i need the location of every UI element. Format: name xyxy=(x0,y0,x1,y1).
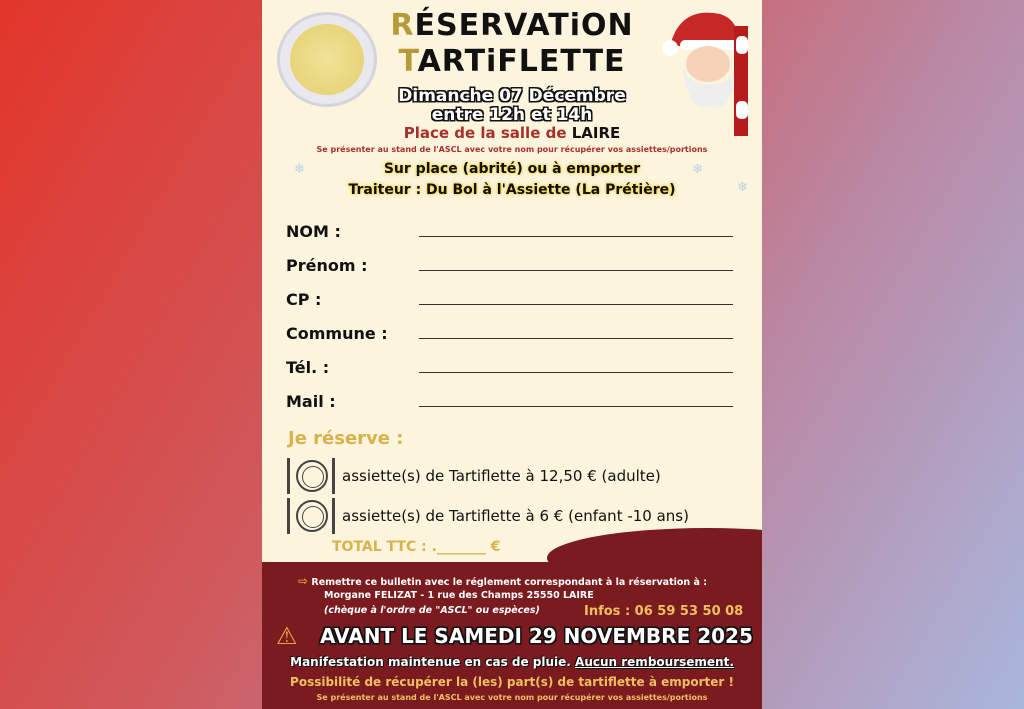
warning-icon: ⚠ xyxy=(276,622,298,650)
field-line[interactable] xyxy=(419,270,733,271)
instruction: ⇨ Remettre ce bulletin avec le réglement correspondant à la réservation à : xyxy=(298,574,707,588)
reservation-flyer xyxy=(262,0,762,709)
field-label: CP : xyxy=(286,290,322,309)
address: Morgane FELIZAT - 1 rue des Champs 25550 LAIRE xyxy=(324,590,594,601)
event-time: entre 12h et 14h xyxy=(431,105,593,125)
field-line[interactable] xyxy=(419,236,733,237)
field-line[interactable] xyxy=(419,338,733,339)
pickup-note-footer: Se présenter au stand de l'ASCL avec votre nom pour récupérer vos assiettes/portions xyxy=(316,693,708,702)
field-label: Prénom : xyxy=(286,256,368,275)
deadline: AVANT LE SAMEDI 29 NOVEMBRE 2025 xyxy=(320,624,753,648)
arrow-right-icon: ⇨ xyxy=(298,574,309,588)
field-label: Tél. : xyxy=(286,358,330,377)
field-commune[interactable] xyxy=(286,324,736,346)
field-tel[interactable] xyxy=(286,358,736,380)
event-date: Dimanche 07 Décembre xyxy=(398,86,626,106)
total-ttc[interactable]: TOTAL TTC : ._______ € xyxy=(332,539,501,555)
option-child[interactable] xyxy=(282,496,689,536)
service-mode: Sur place (abrité) ou à emporter xyxy=(383,161,641,177)
field-label: Mail : xyxy=(286,392,336,411)
field-label: Commune : xyxy=(286,324,388,343)
payment-note: (chèque à l'ordre de "ASCL" ou espèces) xyxy=(324,605,540,616)
snowflake-icon: ❄ xyxy=(737,180,748,195)
snowflake-icon: ❄ xyxy=(294,162,305,177)
caterer: Traiteur : Du Bol à l'Assiette (La Prétière) xyxy=(348,182,676,198)
reserve-heading: Je réserve : xyxy=(288,428,404,449)
takeaway-note: Possibilité de récupérer la (les) part(s) de tartiflette à emporter ! xyxy=(290,675,734,689)
pickup-note: Se présenter au stand de l'ASCL avec votre nom pour récupérer vos assiettes/portions xyxy=(316,145,708,154)
field-mail[interactable] xyxy=(286,392,736,414)
field-line[interactable] xyxy=(419,372,733,373)
field-prenom[interactable] xyxy=(286,256,736,278)
field-cp[interactable] xyxy=(286,290,736,312)
info-phone: Infos : 06 59 53 50 08 xyxy=(584,604,744,619)
snowflake-icon: ❄ xyxy=(692,162,703,177)
title-line-1: RÉSERVATiON xyxy=(390,8,634,43)
field-line[interactable] xyxy=(419,406,733,407)
field-label: NOM : xyxy=(286,222,341,241)
field-line[interactable] xyxy=(419,304,733,305)
event-place: Place de la salle de LAIRE xyxy=(403,124,621,142)
rain-notice: Manifestation maintenue en cas de pluie. Aucun remboursement. xyxy=(290,655,734,669)
option-adult[interactable] xyxy=(282,456,661,496)
plate-cutlery-icon xyxy=(282,496,342,536)
title-line-2: TARTiFLETTE xyxy=(398,44,626,79)
field-nom[interactable] xyxy=(286,222,736,244)
option-label: assiette(s) de Tartiflette à 6 € (enfant -10 ans) xyxy=(342,507,689,525)
plate-cutlery-icon xyxy=(282,456,342,496)
option-label: assiette(s) de Tartiflette à 12,50 € (adulte) xyxy=(342,467,661,485)
